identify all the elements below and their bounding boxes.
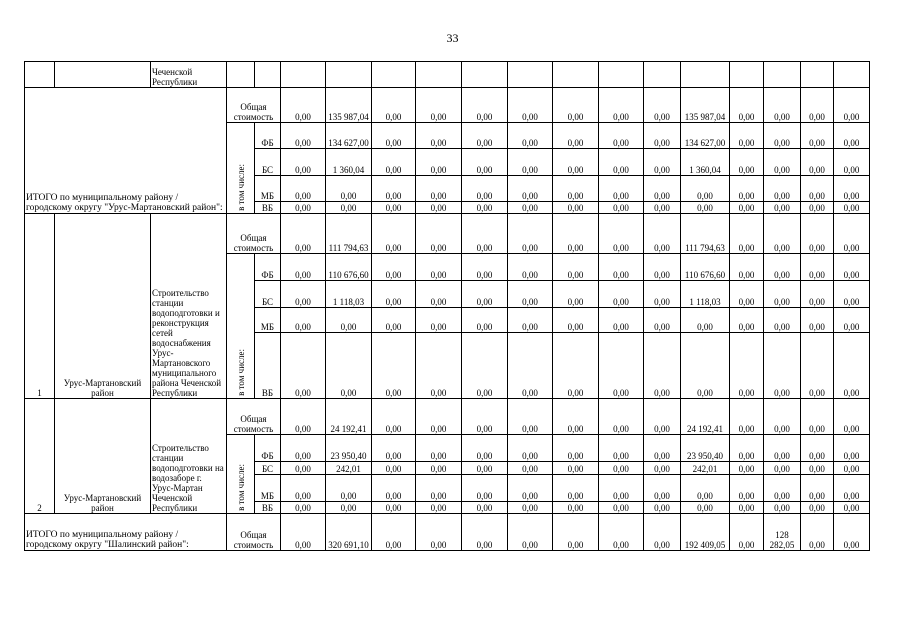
- value-cell: 0,00: [462, 202, 508, 214]
- value-cell: 0,00: [553, 123, 599, 149]
- value-cell: 0,00: [281, 123, 326, 149]
- value-cell: 0,00: [599, 435, 644, 462]
- value-cell: 0,00: [764, 435, 801, 462]
- value-cell: 0,00: [416, 149, 462, 176]
- district-name: Урус-Мартановский район: [55, 399, 151, 514]
- value-cell: 0,00: [599, 202, 644, 214]
- value-cell: 0,00: [730, 502, 764, 514]
- value-cell: 110 676,60: [681, 254, 730, 281]
- value-cell: 0,00: [372, 475, 416, 502]
- value-cell: 0,00: [730, 475, 764, 502]
- value-cell: 0,00: [508, 214, 553, 254]
- total-title: ИТОГО по муниципальному району / городскому округу "Шалинский район":: [25, 514, 227, 551]
- value-cell: 192 409,05: [681, 514, 730, 551]
- value-cell: 0,00: [644, 202, 681, 214]
- value-cell: 0,00: [462, 214, 508, 254]
- label-fb: ФБ: [255, 435, 281, 462]
- value-cell: 0,00: [372, 333, 416, 399]
- value-cell: 0,00: [553, 502, 599, 514]
- label-vb: ВБ: [255, 202, 281, 214]
- value-cell: 0,00: [644, 308, 681, 333]
- value-cell: 0,00: [508, 254, 553, 281]
- label-vb: ВБ: [255, 333, 281, 399]
- row-number: 2: [25, 399, 55, 514]
- table-row: [25, 514, 870, 551]
- value-cell: 0,00: [462, 462, 508, 475]
- value-cell: 0,00: [281, 214, 326, 254]
- value-cell: 0,00: [644, 176, 681, 202]
- value-cell: 0,00: [508, 462, 553, 475]
- value-cell: 0,00: [801, 281, 834, 308]
- value-cell: 0,00: [730, 88, 764, 123]
- value-cell: 0,00: [801, 214, 834, 254]
- value-cell: 0,00: [416, 281, 462, 308]
- value-cell: 135 987,04: [681, 88, 730, 123]
- label-mb: МБ: [255, 475, 281, 502]
- value-cell: 0,00: [281, 202, 326, 214]
- value-cell: 0,00: [462, 176, 508, 202]
- value-cell: 0,00: [599, 88, 644, 123]
- value-cell: 111 794,63: [326, 214, 372, 254]
- table-cell: [281, 62, 326, 88]
- value-cell: 0,00: [281, 475, 326, 502]
- value-cell: 0,00: [508, 149, 553, 176]
- table-cell: [681, 62, 730, 88]
- table-cell: [801, 62, 834, 88]
- value-cell: 0,00: [462, 475, 508, 502]
- value-cell: 0,00: [416, 123, 462, 149]
- value-cell: 0,00: [508, 435, 553, 462]
- value-cell: 0,00: [372, 202, 416, 214]
- table-cell: [764, 62, 801, 88]
- value-cell: 0,00: [326, 176, 372, 202]
- value-cell: 0,00: [730, 254, 764, 281]
- budget-table: [24, 61, 870, 551]
- label-fb: ФБ: [255, 123, 281, 149]
- value-cell: 0,00: [416, 308, 462, 333]
- district-name: Урус-Мартановский район: [55, 214, 151, 399]
- value-cell: 0,00: [416, 88, 462, 123]
- label-total-cost: Общая стоимость: [227, 88, 281, 123]
- label-vb: ВБ: [255, 502, 281, 514]
- value-cell: 0,00: [462, 399, 508, 435]
- value-cell: 0,00: [730, 514, 764, 551]
- value-cell: 135 987,04: [326, 88, 372, 123]
- value-cell: 0,00: [730, 308, 764, 333]
- value-cell: 0,00: [801, 475, 834, 502]
- page-number: 33: [446, 31, 459, 45]
- value-cell: 0,00: [553, 88, 599, 123]
- object-name: Строительство станции водоподготовки и реконструкция сетей водоснабжения Урус-Мартановского муниципального района Чеченской Республики: [151, 214, 227, 399]
- value-cell: 0,00: [644, 399, 681, 435]
- table-cell: [553, 62, 599, 88]
- value-cell: 0,00: [764, 462, 801, 475]
- value-cell: 0,00: [644, 214, 681, 254]
- label-including: [227, 123, 255, 214]
- value-cell: 0,00: [801, 514, 834, 551]
- label-including-text: в том числе:: [235, 464, 246, 511]
- value-cell: 0,00: [681, 202, 730, 214]
- value-cell: 0,00: [764, 202, 801, 214]
- value-cell: 0,00: [801, 123, 834, 149]
- value-cell: 0,00: [553, 214, 599, 254]
- value-cell: 110 676,60: [326, 254, 372, 281]
- label-total-cost: Общая стоимость: [227, 514, 281, 551]
- value-cell: 0,00: [834, 202, 870, 214]
- table-cell: [730, 62, 764, 88]
- table-cell: [644, 62, 681, 88]
- value-cell: 0,00: [681, 502, 730, 514]
- value-cell: 0,00: [644, 149, 681, 176]
- label-total-cost: Общая стоимость: [227, 399, 281, 435]
- value-cell: 0,00: [416, 202, 462, 214]
- value-cell: 0,00: [553, 462, 599, 475]
- value-cell: 0,00: [553, 202, 599, 214]
- value-cell: 0,00: [681, 176, 730, 202]
- value-cell: 0,00: [553, 149, 599, 176]
- value-cell: 0,00: [764, 88, 801, 123]
- value-cell: 0,00: [462, 281, 508, 308]
- object-name: Строительство станции водоподготовки на водозаборе г. Урус-Мартан Чеченской Республики: [151, 399, 227, 514]
- value-cell: 0,00: [462, 88, 508, 123]
- value-cell: 0,00: [416, 214, 462, 254]
- value-cell: 242,01: [681, 462, 730, 475]
- table-cell: [416, 62, 462, 88]
- value-cell: 0,00: [372, 149, 416, 176]
- value-cell: 0,00: [281, 88, 326, 123]
- value-cell: 0,00: [372, 435, 416, 462]
- value-cell: 0,00: [681, 333, 730, 399]
- value-cell: 0,00: [834, 308, 870, 333]
- label-bs: БС: [255, 462, 281, 475]
- value-cell: 24 192,41: [326, 399, 372, 435]
- value-cell: 0,00: [834, 123, 870, 149]
- label-including-text: в том числе:: [235, 349, 246, 396]
- value-cell: 0,00: [599, 475, 644, 502]
- value-cell: 0,00: [372, 514, 416, 551]
- value-cell: 0,00: [801, 176, 834, 202]
- value-cell: 0,00: [281, 399, 326, 435]
- value-cell: 0,00: [599, 308, 644, 333]
- label-including: [227, 435, 255, 514]
- value-cell: 0,00: [326, 475, 372, 502]
- table-cell: [372, 62, 416, 88]
- value-cell: 0,00: [764, 399, 801, 435]
- value-cell: 0,00: [644, 88, 681, 123]
- value-cell: 0,00: [462, 254, 508, 281]
- value-cell: 0,00: [281, 308, 326, 333]
- value-cell: 0,00: [730, 214, 764, 254]
- value-cell: 0,00: [644, 435, 681, 462]
- value-cell: 0,00: [730, 462, 764, 475]
- value-cell: 0,00: [508, 281, 553, 308]
- value-cell: 0,00: [372, 176, 416, 202]
- table-cell: [255, 62, 281, 88]
- value-cell: 0,00: [730, 123, 764, 149]
- value-cell: 0,00: [834, 514, 870, 551]
- value-cell: 23 950,40: [326, 435, 372, 462]
- value-cell: 0,00: [730, 176, 764, 202]
- value-cell: 0,00: [553, 435, 599, 462]
- value-cell: 0,00: [681, 308, 730, 333]
- table-cell: [834, 62, 870, 88]
- value-cell: 0,00: [553, 254, 599, 281]
- label-mb: МБ: [255, 308, 281, 333]
- value-cell: 0,00: [801, 88, 834, 123]
- value-cell: 0,00: [281, 149, 326, 176]
- value-cell: 0,00: [462, 502, 508, 514]
- value-cell: 1 360,04: [681, 149, 730, 176]
- value-cell: 0,00: [834, 399, 870, 435]
- value-cell: 0,00: [801, 254, 834, 281]
- value-cell: 0,00: [834, 502, 870, 514]
- value-cell: 0,00: [462, 514, 508, 551]
- value-cell: 0,00: [730, 333, 764, 399]
- value-cell: 0,00: [834, 475, 870, 502]
- value-cell: 0,00: [508, 502, 553, 514]
- value-cell: 0,00: [764, 333, 801, 399]
- value-cell: 0,00: [508, 308, 553, 333]
- value-cell: 134 627,00: [681, 123, 730, 149]
- value-cell: 0,00: [416, 462, 462, 475]
- value-cell: 0,00: [416, 514, 462, 551]
- value-cell: 0,00: [834, 88, 870, 123]
- value-cell: 0,00: [372, 399, 416, 435]
- value-cell: 0,00: [764, 214, 801, 254]
- value-cell: 0,00: [834, 176, 870, 202]
- value-cell: 0,00: [764, 308, 801, 333]
- value-cell: 0,00: [644, 502, 681, 514]
- value-cell: 0,00: [326, 202, 372, 214]
- value-cell: 0,00: [834, 149, 870, 176]
- value-cell: 0,00: [281, 281, 326, 308]
- value-cell: 0,00: [730, 399, 764, 435]
- label-total-cost: Общая стоимость: [227, 214, 281, 254]
- value-cell: 0,00: [508, 202, 553, 214]
- value-cell: 0,00: [372, 214, 416, 254]
- value-cell: 0,00: [416, 254, 462, 281]
- value-cell: 0,00: [599, 514, 644, 551]
- table-cell: [55, 62, 151, 88]
- table-row: [25, 399, 870, 435]
- value-cell: 0,00: [764, 281, 801, 308]
- value-cell: 0,00: [372, 123, 416, 149]
- value-cell: 0,00: [681, 475, 730, 502]
- value-cell: 0,00: [281, 176, 326, 202]
- value-cell: 0,00: [553, 475, 599, 502]
- value-cell: 0,00: [730, 435, 764, 462]
- value-cell: 0,00: [281, 254, 326, 281]
- value-cell: 0,00: [644, 281, 681, 308]
- table-row: [25, 62, 870, 88]
- value-cell: 0,00: [462, 435, 508, 462]
- value-cell: 0,00: [372, 254, 416, 281]
- value-cell: 0,00: [372, 308, 416, 333]
- value-cell: 0,00: [764, 123, 801, 149]
- value-cell: 0,00: [326, 502, 372, 514]
- value-cell: 0,00: [834, 435, 870, 462]
- value-cell: 0,00: [764, 254, 801, 281]
- value-cell: 0,00: [644, 514, 681, 551]
- value-cell: 0,00: [416, 399, 462, 435]
- value-cell: 0,00: [764, 475, 801, 502]
- value-cell: 24 192,41: [681, 399, 730, 435]
- value-cell: 242,01: [326, 462, 372, 475]
- label-fb: ФБ: [255, 254, 281, 281]
- value-cell: 0,00: [326, 308, 372, 333]
- value-cell: 0,00: [281, 462, 326, 475]
- value-cell: 0,00: [416, 176, 462, 202]
- value-cell: 0,00: [599, 333, 644, 399]
- label-including-text: в том числе:: [235, 164, 246, 211]
- value-cell: 0,00: [508, 176, 553, 202]
- value-cell: 0,00: [834, 333, 870, 399]
- value-cell: 128 282,05: [764, 514, 801, 551]
- value-cell: 1 360,04: [326, 149, 372, 176]
- value-cell: 134 627,00: [326, 123, 372, 149]
- value-cell: 0,00: [599, 254, 644, 281]
- value-cell: 0,00: [372, 462, 416, 475]
- value-cell: 0,00: [372, 281, 416, 308]
- table-cell: [508, 62, 553, 88]
- value-cell: 0,00: [801, 399, 834, 435]
- value-cell: 0,00: [462, 149, 508, 176]
- label-bs: БС: [255, 149, 281, 176]
- value-cell: 0,00: [553, 399, 599, 435]
- value-cell: 1 118,03: [681, 281, 730, 308]
- object-name-fragment: Чеченской Республики: [151, 62, 227, 88]
- value-cell: 0,00: [599, 281, 644, 308]
- value-cell: 1 118,03: [326, 281, 372, 308]
- value-cell: 0,00: [599, 176, 644, 202]
- table-row: [25, 214, 870, 254]
- table-cell: [25, 62, 55, 88]
- value-cell: 0,00: [416, 475, 462, 502]
- value-cell: 0,00: [644, 333, 681, 399]
- value-cell: 0,00: [801, 333, 834, 399]
- value-cell: 0,00: [462, 123, 508, 149]
- value-cell: 0,00: [553, 176, 599, 202]
- value-cell: 0,00: [599, 502, 644, 514]
- value-cell: 0,00: [508, 123, 553, 149]
- value-cell: 0,00: [372, 502, 416, 514]
- value-cell: 0,00: [834, 281, 870, 308]
- value-cell: 0,00: [801, 462, 834, 475]
- value-cell: 0,00: [801, 502, 834, 514]
- value-cell: 0,00: [281, 502, 326, 514]
- value-cell: 0,00: [644, 254, 681, 281]
- value-cell: 0,00: [599, 149, 644, 176]
- value-cell: 0,00: [508, 514, 553, 551]
- value-cell: 0,00: [416, 435, 462, 462]
- value-cell: 0,00: [372, 88, 416, 123]
- value-cell: 0,00: [730, 202, 764, 214]
- value-cell: 0,00: [462, 308, 508, 333]
- table-cell: [462, 62, 508, 88]
- value-cell: 0,00: [553, 281, 599, 308]
- value-cell: 0,00: [644, 475, 681, 502]
- value-cell: 0,00: [553, 514, 599, 551]
- value-cell: 0,00: [599, 399, 644, 435]
- value-cell: 0,00: [764, 149, 801, 176]
- value-cell: 111 794,63: [681, 214, 730, 254]
- value-cell: 0,00: [834, 462, 870, 475]
- value-cell: 0,00: [326, 333, 372, 399]
- value-cell: 0,00: [834, 254, 870, 281]
- value-cell: 0,00: [801, 435, 834, 462]
- label-bs: БС: [255, 281, 281, 308]
- value-cell: 0,00: [553, 333, 599, 399]
- value-cell: 0,00: [644, 462, 681, 475]
- value-cell: 0,00: [553, 308, 599, 333]
- table-cell: [599, 62, 644, 88]
- table-cell: [326, 62, 372, 88]
- row-number: 1: [25, 214, 55, 399]
- value-cell: 0,00: [730, 149, 764, 176]
- value-cell: 0,00: [599, 462, 644, 475]
- value-cell: 0,00: [764, 176, 801, 202]
- value-cell: 0,00: [801, 308, 834, 333]
- value-cell: 0,00: [281, 333, 326, 399]
- table-cell: [227, 62, 255, 88]
- value-cell: 0,00: [599, 123, 644, 149]
- value-cell: 0,00: [508, 88, 553, 123]
- value-cell: 0,00: [644, 123, 681, 149]
- value-cell: 320 691,10: [326, 514, 372, 551]
- value-cell: 0,00: [281, 435, 326, 462]
- label-mb: МБ: [255, 176, 281, 202]
- value-cell: 0,00: [508, 399, 553, 435]
- value-cell: 0,00: [599, 214, 644, 254]
- table-row: [25, 88, 870, 123]
- value-cell: 0,00: [462, 333, 508, 399]
- value-cell: 0,00: [834, 214, 870, 254]
- value-cell: 0,00: [281, 514, 326, 551]
- value-cell: 0,00: [801, 202, 834, 214]
- value-cell: 0,00: [416, 502, 462, 514]
- total-title: ИТОГО по муниципальному району / городскому округу "Урус-Мартановский район":: [25, 88, 227, 214]
- value-cell: 0,00: [730, 281, 764, 308]
- label-including: [227, 254, 255, 399]
- value-cell: 0,00: [508, 475, 553, 502]
- value-cell: 0,00: [764, 502, 801, 514]
- value-cell: 0,00: [801, 149, 834, 176]
- value-cell: 0,00: [416, 333, 462, 399]
- value-cell: 0,00: [508, 333, 553, 399]
- value-cell: 23 950,40: [681, 435, 730, 462]
